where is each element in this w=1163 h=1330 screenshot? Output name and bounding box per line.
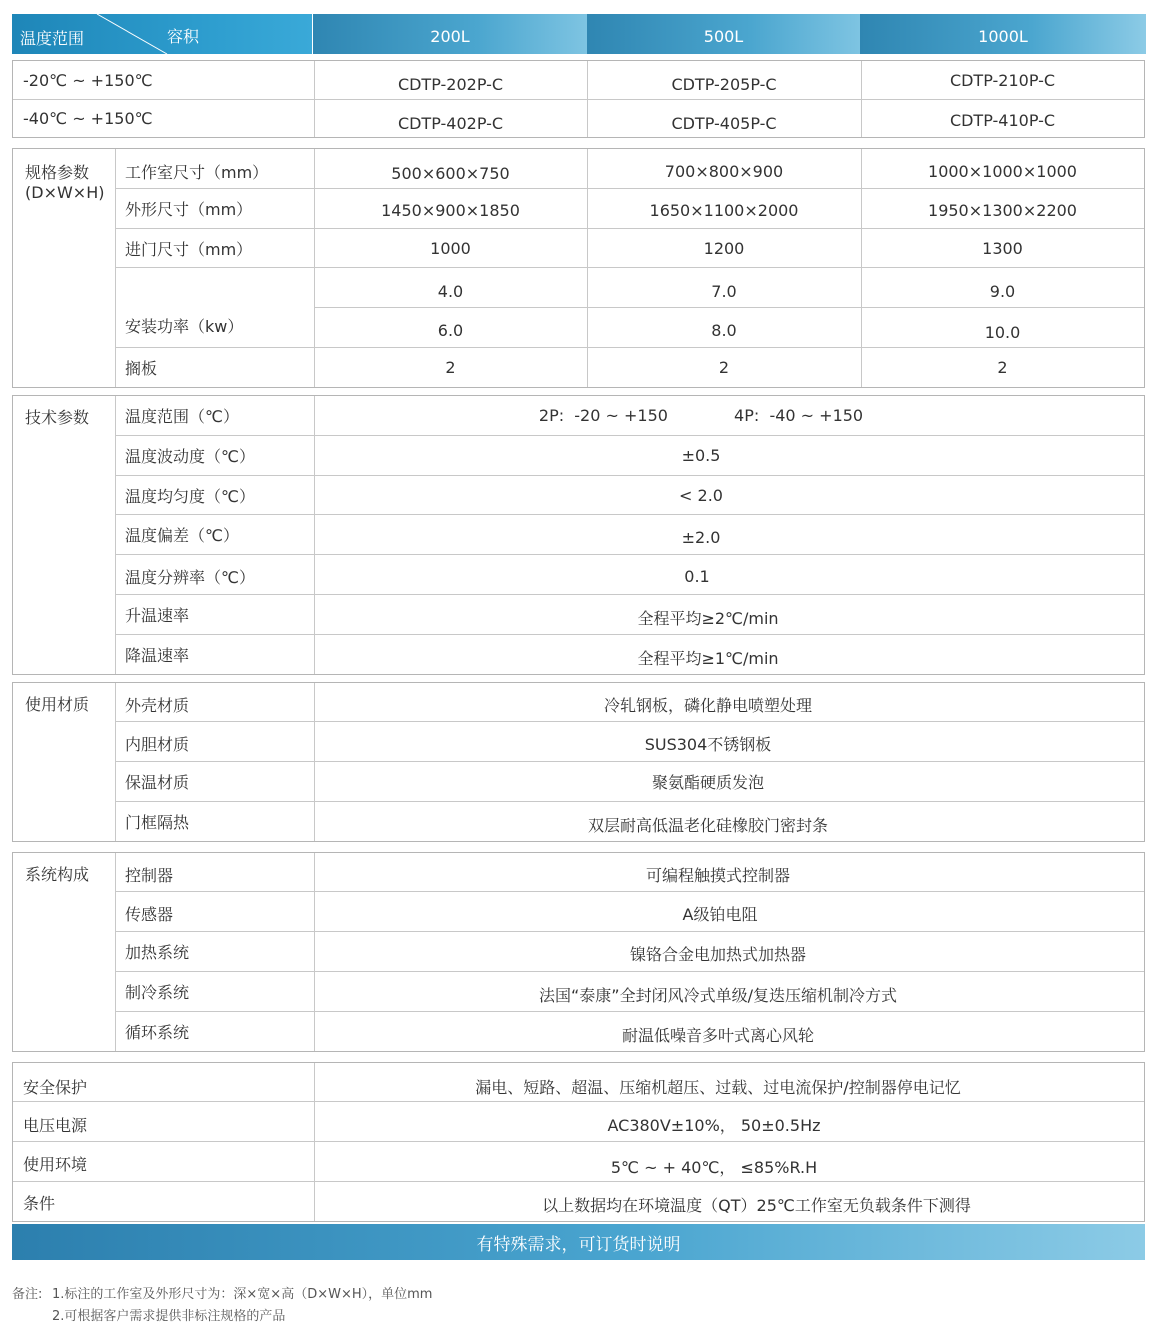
header-volume-label: 容积 [167, 27, 200, 46]
power-value: 4.0 [437, 281, 464, 301]
material-label: 外壳材质 [125, 695, 190, 715]
model-cell: CDTP-202P-C [397, 74, 504, 94]
spec-value: 1000×1000×1000 [928, 161, 1077, 181]
model-cell: CDTP-402P-C [397, 114, 504, 133]
tech-label: 温度均匀度（℃） [125, 486, 255, 506]
header-col-500l: 500L [587, 14, 860, 54]
model-range-2: -40℃ ~ +150℃ [23, 109, 153, 128]
specs-group-title: 规格参数 [25, 163, 90, 182]
system-value: 法国“泰康”全封闭风冷式单级/复迭压缩机制冷方式 [539, 986, 897, 1005]
spec-value: 1000 [430, 238, 471, 258]
special-request-banner: 有特殊需求，可订货时说明 [12, 1224, 1145, 1260]
material-group-label: 使用材质 [25, 695, 90, 714]
tech-value: 全程平均≥1℃/min [637, 649, 779, 668]
tech-value: 2P: -20 ~ +150 4P: -40 ~ +150 [538, 406, 864, 425]
shelf-label: 搁板 [125, 359, 158, 378]
tech-value: 全程平均≥2℃/min [637, 609, 779, 628]
spec-label: 工作室尺寸（mm） [125, 163, 269, 182]
system-group-label: 系统构成 [25, 865, 90, 884]
system-section [12, 852, 1145, 1052]
spec-value: 1300 [982, 238, 1023, 258]
power-label: 安装功率（kw） [125, 316, 244, 336]
model-cell: CDTP-205P-C [671, 74, 777, 94]
tech-label: 温度波动度（℃） [125, 447, 255, 466]
tech-value: < 2.0 [679, 485, 723, 505]
tech-value: 0.1 [684, 567, 710, 586]
tech-label: 温度偏差（℃） [125, 526, 239, 545]
note-prefix: 备注: [12, 1287, 43, 1302]
tech-value: ±0.5 [681, 446, 721, 465]
spec-value: 700×800×900 [664, 161, 784, 181]
system-value: A级铂电阻 [682, 904, 758, 924]
material-value: 聚氨酯硬质发泡 [651, 773, 764, 792]
spec-value: 1950×1300×2200 [928, 201, 1077, 220]
header-col-200l: 200L [313, 14, 587, 54]
model-cell: CDTP-210P-C [949, 70, 1056, 90]
spec-label: 进门尺寸（mm） [125, 239, 253, 259]
material-value: SUS304不锈钢板 [644, 734, 772, 754]
misc-value: AC380V±10%， 50±0.5Hz [607, 1115, 821, 1135]
system-label: 加热系统 [125, 943, 190, 962]
header-corner-cell [12, 14, 312, 54]
misc-label: 使用环境 [23, 1155, 88, 1174]
spec-value: 500×600×750 [391, 163, 510, 183]
material-value: 冷轧钢板，磷化静电喷塑处理 [603, 695, 812, 715]
material-value: 双层耐高低温老化硅橡胶门密封条 [587, 816, 828, 835]
system-label: 循环系统 [125, 1023, 190, 1042]
system-value: 可编程触摸式控制器 [645, 865, 790, 885]
shelf-value: 2 [997, 358, 1008, 377]
model-range-1: -20℃ ~ +150℃ [23, 70, 153, 90]
models-section [12, 60, 1145, 138]
specs-section [12, 148, 1145, 388]
spec-value: 1450×900×1850 [381, 201, 520, 220]
misc-value: 以上数据均在环境温度（QT）25℃工作室无负载条件下测得 [542, 1196, 971, 1215]
misc-label: 电压电源 [23, 1115, 88, 1135]
system-value: 耐温低噪音多叶式离心风轮 [621, 1026, 814, 1045]
material-label: 内胆材质 [125, 734, 190, 754]
power-value: 9.0 [989, 281, 1016, 301]
misc-label: 条件 [23, 1194, 56, 1213]
tech-label: 温度范围（℃） [125, 407, 239, 426]
tech-label: 升温速率 [125, 606, 190, 625]
misc-section [12, 1062, 1145, 1222]
misc-label: 安全保护 [23, 1077, 88, 1097]
system-value: 镍铬合金电加热式加热器 [629, 945, 806, 964]
model-cell: CDTP-410P-C [949, 111, 1056, 130]
system-label: 制冷系统 [125, 983, 190, 1002]
spec-label: 外形尺寸（mm） [125, 200, 253, 219]
power-value: 10.0 [984, 322, 1021, 342]
header-temp-range-label: 温度范围 [20, 29, 85, 48]
misc-value: 5℃ ~ + 40℃， ≤85%R.H [610, 1158, 818, 1177]
material-label: 保温材质 [125, 773, 190, 792]
material-section [12, 682, 1145, 842]
note-line-1: 1.标注的工作室及外形尺寸为：深×宽×高（D×W×H），单位mm [52, 1287, 433, 1302]
system-label: 传感器 [125, 904, 174, 924]
spec-value: 1650×1100×2000 [649, 201, 799, 220]
tech-section [12, 395, 1145, 675]
shelf-value: 2 [445, 358, 456, 377]
power-value: 7.0 [711, 281, 737, 301]
tech-label: 降温速率 [125, 646, 190, 665]
model-cell: CDTP-405P-C [671, 114, 777, 133]
power-value: 6.0 [437, 320, 464, 340]
shelf-value: 2 [718, 358, 730, 377]
note-line-2: 2.可根据客户需求提供非标注规格的产品 [52, 1309, 286, 1324]
spec-value: 1200 [703, 238, 745, 258]
power-value: 8.0 [711, 320, 737, 340]
misc-value: 漏电、短路、超温、压缩机超压、过载、过电流保护/控制器停电记忆 [475, 1077, 961, 1097]
specs-group-label [25, 163, 104, 203]
specs-group-subtitle: (D×W×H) [25, 183, 105, 202]
tech-value: ±2.0 [681, 528, 721, 547]
system-label: 控制器 [125, 865, 174, 885]
tech-label: 温度分辨率（℃） [125, 568, 255, 587]
material-label: 门框隔热 [125, 813, 190, 832]
tech-group-label: 技术参数 [25, 408, 90, 427]
header-col-1000l: 1000L [860, 14, 1146, 54]
